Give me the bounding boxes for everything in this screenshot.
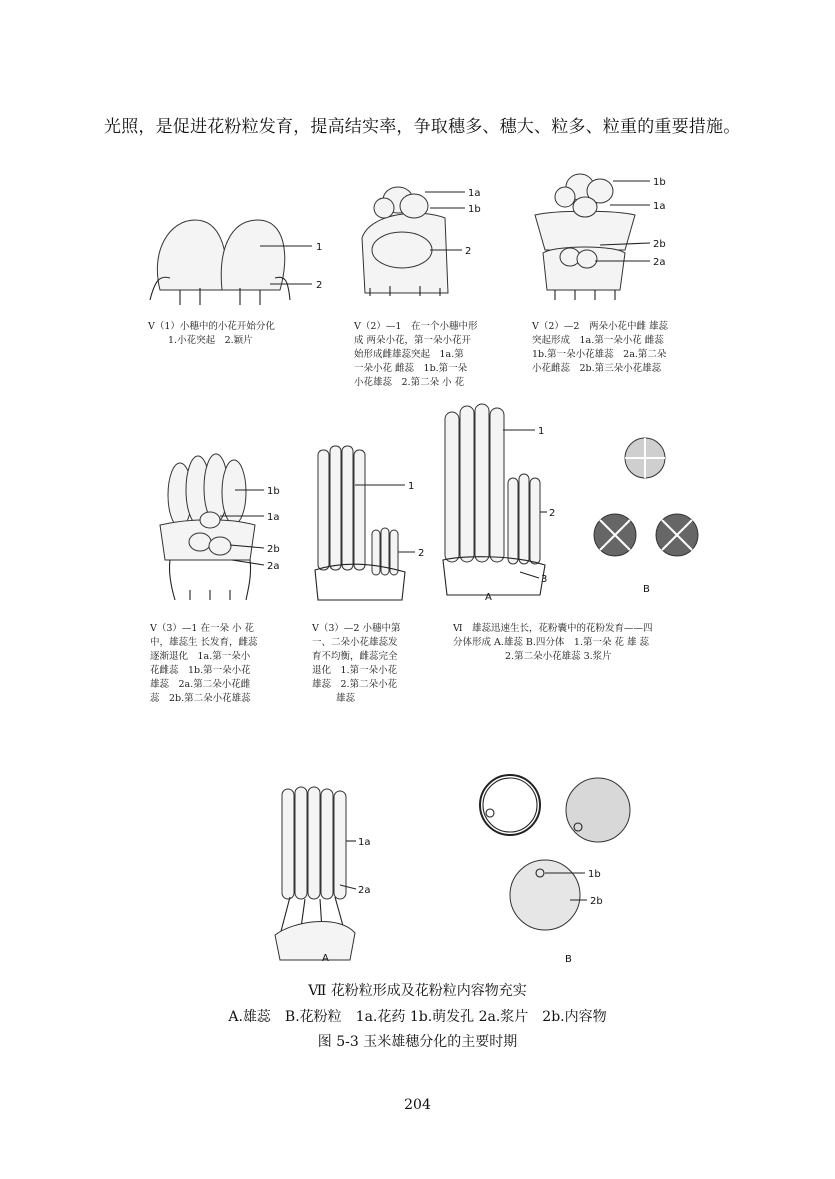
f3-caption: Ⅴ（2）—2 两朵小花中雌 雄蕊 突起形成 1a.第一朵小花 雌蕊 1b.第一朵小花雄蕊 2a.第二朵 小花雌蕊 2b.第三朵小花雄蕊 [532,321,668,374]
page-number: 204 [404,1097,431,1113]
f6-label-1: 1 [538,426,545,437]
figure-v1-illustration [140,210,340,310]
f4-label-2b: 2b [267,544,280,555]
figure-v3-2-illustration [310,440,440,610]
f5-label-1: 1 [408,481,415,492]
f4-caption: Ⅴ（3）—1 在一朵 小 花 中，雄蕊生 长发育，雌蕊 逐渐退化 1a.第一朵小 花雌蕊 1b.第一朵小花 雄蕊 2a.第二朵小花雌 蕊 2b.第二朵小花雄蕊 [150,623,258,704]
figure-v2-2-illustration [525,165,675,305]
f7-label-2b: 2b [590,896,603,907]
f2-label-1b: 1b [468,204,481,215]
f6-label-a: A [485,592,492,603]
f3-label-1a: 1a [653,201,666,212]
legend-line: A.雄蕊 B.花粉粒 1a.花药 1b.萌发孔 2a.浆片 2b.内容物 [228,1009,607,1025]
intro-paragraph: 光照，是促进花粉粒发育，提高结实率，争取穗多、穗大、粒多、粒重的重要措施。 [104,117,741,137]
f7-label-a: A [322,953,329,964]
f6-label-3: 3 [541,574,548,585]
f7-label-1b: 1b [588,869,601,880]
f7-label-2a: 2a [358,885,371,896]
figure-vi-illustration [435,400,725,605]
f3-label-2a: 2a [653,257,666,268]
f4-label-1b: 1b [267,486,280,497]
figure-v2-1-illustration [350,178,490,303]
f4-label-1a: 1a [267,512,280,523]
figure-vii-a-illustration [260,785,390,975]
f2-label-1a: 1a [468,188,481,199]
f5-caption: Ⅴ（3）—2 小穗中第 一、二朵小花雄蕊发 育不均衡，雌蕊完全 退化 1.第一朵小花 雄蕊 2.第二朵小花 雄蕊 [312,623,401,704]
tetrad-2 [594,514,636,556]
f7-label-b: B [565,954,572,965]
tetrad-1 [625,438,665,478]
f1-caption: Ⅴ（1）小穗中的小花开始分化 1.小花突起 2.颖片 [148,321,275,346]
section-title: Ⅶ 花粉粒形成及花粉粒内容物充实 [308,983,527,999]
f2-caption: Ⅴ（2）—1 在一个小穗中形 成 两朵小花，第一朵小花开 始形成雌雄蕊突起 1a.第 一朵小花 雌蕊 1b.第一朵 小花雄蕊 2.第二朵 小 花 [354,321,478,388]
f7-label-1a: 1a [358,837,371,848]
f5-label-2: 2 [418,548,425,559]
f6-label-2: 2 [549,508,556,519]
f3-label-2b: 2b [653,239,666,250]
f6-label-b: B [643,584,650,595]
f3-label-1b: 1b [653,177,666,188]
f1-label-2: 2 [316,280,323,291]
f1-label-1: 1 [316,242,323,253]
f6-caption: Ⅵ 雄蕊迅速生长，花粉囊中的花粉发育——四 分体形成 A.雄蕊 B.四分体 1.第一朵 花 雄 蕊 2.第二朵小花雄蕊 3.浆片 [453,623,653,662]
figure-title: 图 5-3 玉米雄穗分化的主要时期 [317,1034,518,1050]
tetrad-3 [656,514,698,556]
f4-label-2a: 2a [267,561,280,572]
figure-v3-1-illustration [150,450,290,610]
figure-vii-b-illustration [470,765,660,970]
f2-label-2: 2 [465,246,472,257]
